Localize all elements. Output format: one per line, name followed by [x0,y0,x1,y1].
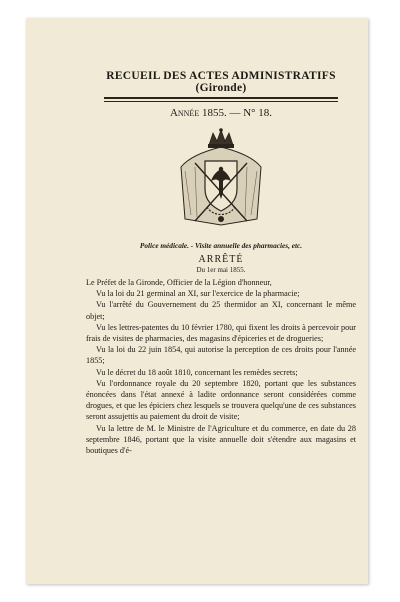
arrete-title: ARRÊTÉ [198,254,244,265]
document-content [86,70,356,456]
paragraph: Vu l'ordonnance royale du 20 septembre 1820, portant que les substances énoncées dans l'état annexé à ladite ordonnance seront considérées comme drogues, et que les épiciers chez lesquels se trouvera quelqu'une de ces substances seront assujettis au paiement du droit de visite; [86,378,356,422]
header-rule-thick [104,97,338,99]
paragraph: Vu la loi du 22 juin 1854, qui autorise la perception de ces droits pour l'année 1855; [86,345,356,366]
header-rule-thin [104,101,338,102]
paragraph: Le Préfet de la Gironde, Officier de la Légion d'honneur, [86,278,272,287]
paragraph: Vu la loi du 21 germinal an XI, sur l'exercice de la pharmacie; [96,289,300,299]
document-page [26,18,368,584]
year-number-line: Année 1855. — N° 18. [169,107,273,119]
paragraph: Vu l'arrêté du Gouvernement du 25 thermidor an XI, concernant le même objet; [86,300,356,321]
header-title: RECUEIL DES ACTES ADMINISTRATIFS (Gironde) [106,70,336,94]
imperial-coat-of-arms-emblem [175,127,267,231]
paragraph: Vu la lettre de M. le Ministre de l'Agriculture et du commerce, en date du 28 septembre 1846, portant que la visite annuelle doit s'étendre aux magasins et boutiques d'é- [86,423,356,456]
paragraph: Vu les lettres-patentes du 10 février 1780, qui fixent les droits à percevoir pour frais de visites de pharmacies, des magasins d'épiceries et de drogueries; [86,322,356,344]
subject-line: Police médicale. - Visite annuelle des pharmacies, etc. [139,241,303,250]
paragraph: Vu le décret du 18 août 1810, concernant les remèdes secrets; [96,367,298,377]
decree-date: Du 1er mai 1855. [196,266,246,274]
body-text [86,277,356,456]
